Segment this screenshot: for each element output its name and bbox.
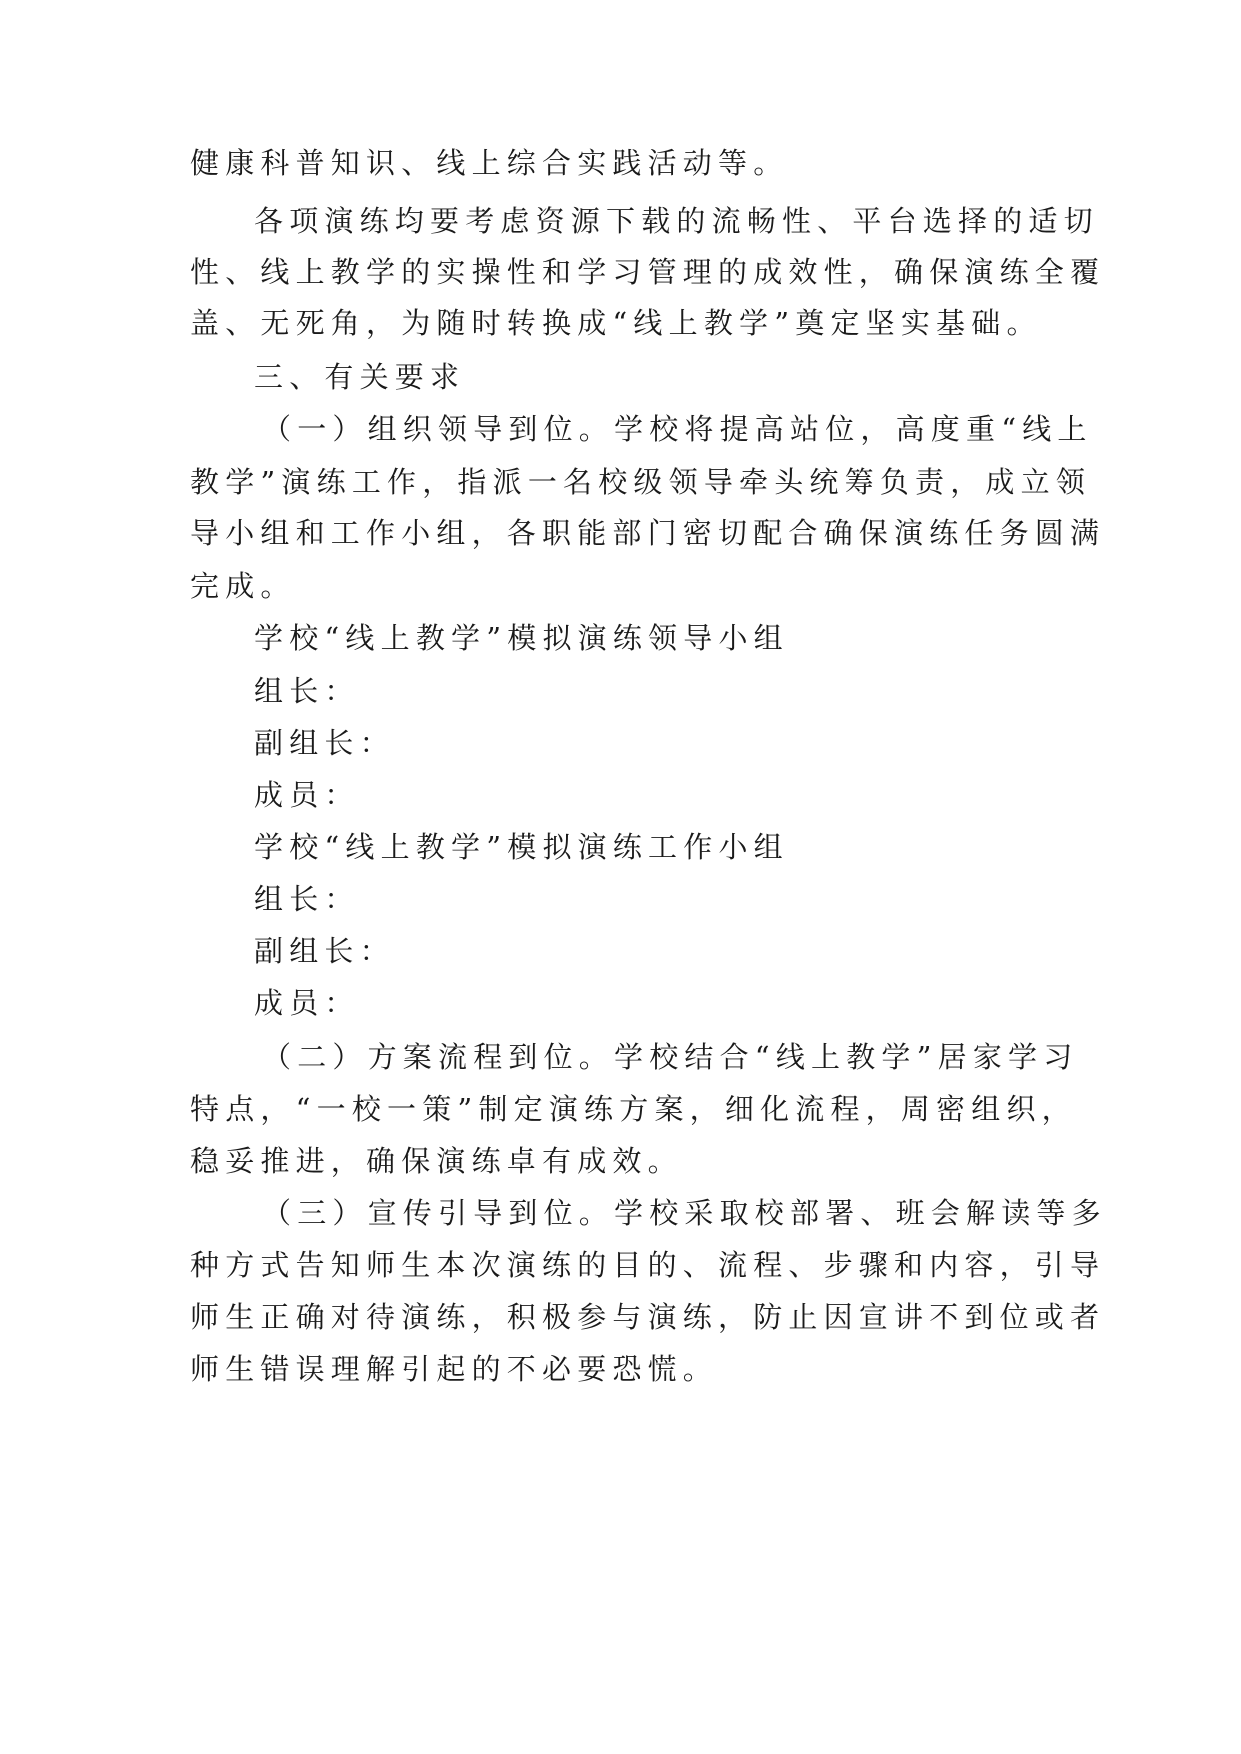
body-text-line: 教学”演练工作，指派一名校级领导牵头统筹负责，成立领 — [190, 465, 1092, 499]
group-field: 组长： — [254, 674, 360, 708]
body-text-line: 导小组和工作小组，各职能部门密切配合确保演练任务圆满 — [190, 516, 1106, 550]
body-text-line: 稳妥推进，确保演练卓有成效。 — [190, 1144, 683, 1178]
group-field: 副组长： — [254, 934, 395, 968]
body-text-line: 盖、无死角，为随时转换成“线上教学”奠定坚实基础。 — [190, 306, 1042, 340]
group-field: 副组长： — [254, 726, 395, 760]
body-text-line: 各项演练均要考虑资源下载的流畅性、平台选择的适切 — [254, 204, 1099, 238]
group-title: 学校“线上教学”模拟演练领导小组 — [254, 621, 789, 655]
group-field: 组长： — [254, 882, 360, 916]
body-text-line: 完成。 — [190, 569, 296, 603]
body-text-line: 性、线上教学的实操性和学习管理的成效性，确保演练全覆 — [190, 255, 1106, 289]
body-text-line: 种方式告知师生本次演练的目的、流程、步骤和内容，引导 — [190, 1248, 1106, 1282]
body-text-line: 师生正确对待演练，积极参与演练，防止因宣讲不到位或者 — [190, 1300, 1106, 1334]
body-text-line: （二）方案流程到位。学校结合“线上教学”居家学习 — [262, 1040, 1079, 1074]
group-field: 成员： — [254, 778, 360, 812]
body-text-line: （一）组织领导到位。学校将提高站位，高度重“线上 — [262, 412, 1093, 446]
body-text-line: 特点，“一校一策”制定演练方案，细化流程，周密组织， — [190, 1092, 1077, 1126]
group-title: 学校“线上教学”模拟演练工作小组 — [254, 830, 789, 864]
body-text-line: 师生错误理解引起的不必要恐慌。 — [190, 1352, 719, 1386]
section-heading: 三、有关要求 — [254, 360, 466, 394]
body-text-line: （三）宣传引导到位。学校采取校部署、班会解读等多 — [262, 1196, 1107, 1230]
body-text-line: 健康科普知识、线上综合实践活动等。 — [190, 146, 789, 180]
group-field: 成员： — [254, 986, 360, 1020]
